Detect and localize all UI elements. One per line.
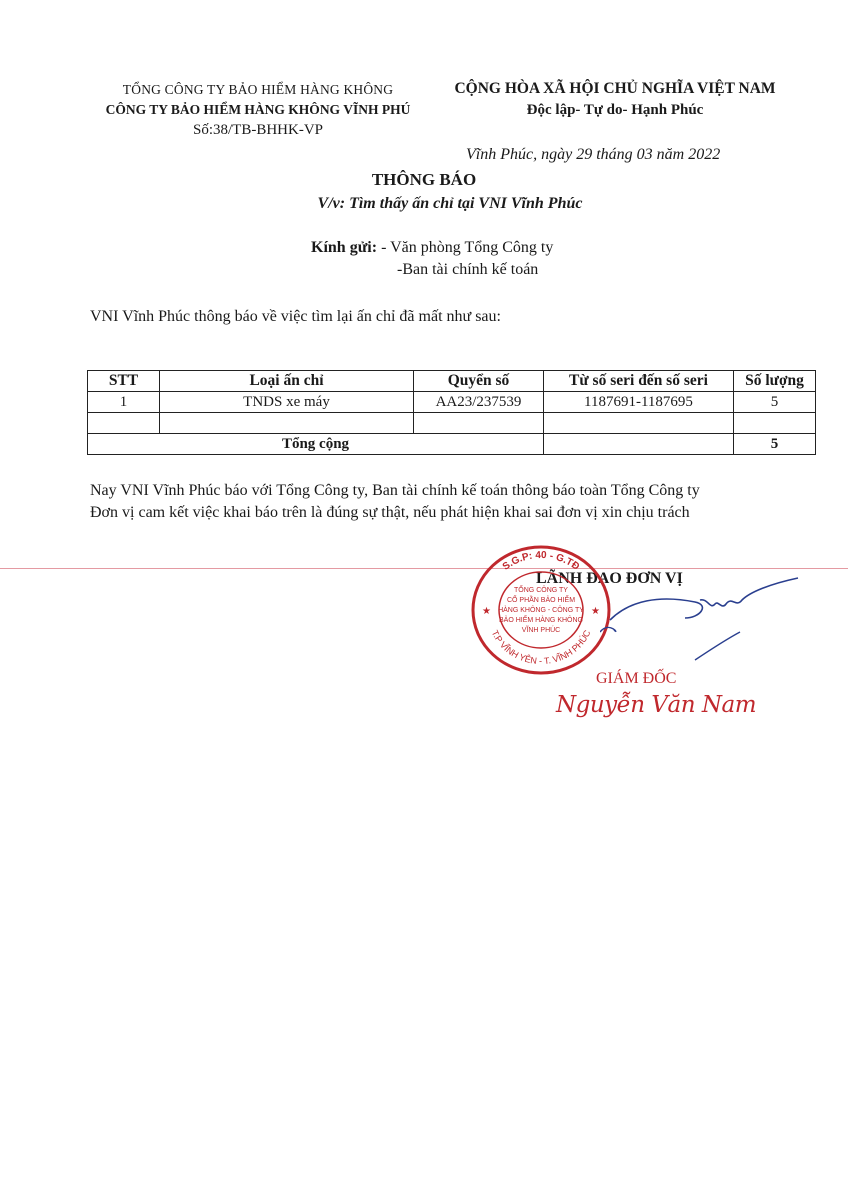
signer-position: GIÁM ĐỐC <box>596 670 677 687</box>
scan-divider-line <box>0 568 848 569</box>
table-row <box>88 392 816 413</box>
total-value: 5 <box>734 434 816 455</box>
cell-stt <box>88 413 160 434</box>
recipient-2: -Ban tài chính kế toán <box>397 261 539 278</box>
cell-type <box>160 413 414 434</box>
cell-quantity: 5 <box>734 392 816 413</box>
cell-book <box>414 413 544 434</box>
recipients-label: Kính gửi: <box>311 239 378 256</box>
total-label: Tổng cộng <box>88 434 544 455</box>
header-type: Loại ấn chỉ <box>160 371 414 392</box>
national-motto: Độc lập- Tự do- Hạnh Phúc <box>526 102 704 118</box>
seal-inner-line: TỔNG CÔNG TY <box>514 587 568 594</box>
seal-star-left: ★ <box>482 606 491 617</box>
cell-book: AA23/237539 <box>414 392 544 413</box>
document-subject: V/v: Tìm thấy ấn chỉ tại VNI Vĩnh Phúc <box>317 195 583 212</box>
cell-serial-range <box>544 413 734 434</box>
company-seal <box>468 540 614 676</box>
recipients-line-1 <box>311 239 553 257</box>
header-stt: STT <box>88 371 160 392</box>
parent-organization: TỔNG CÔNG TY BẢO HIỂM HÀNG KHÔNG <box>122 82 394 97</box>
header-book: Quyển số <box>414 371 544 392</box>
signature-heading: LÃNH ĐẠO ĐƠN VỊ <box>536 570 683 587</box>
recipient-1: - Văn phòng Tổng Công ty <box>377 239 554 256</box>
document-table <box>87 370 816 455</box>
seal-inner-line: CỔ PHẦN BẢO HIỂM <box>506 597 576 604</box>
national-header <box>428 80 802 119</box>
total-spacer <box>544 434 734 455</box>
header-serial-range: Từ số seri đến số seri <box>544 371 734 392</box>
date-line: Vĩnh Phúc, ngày 29 tháng 03 năm 2022 <box>466 146 721 163</box>
intro-paragraph: VNI Vĩnh Phúc thông báo về việc tìm lại ấn chỉ đã mất như sau: <box>90 308 501 325</box>
cell-stt: 1 <box>88 392 160 413</box>
cell-type: TNDS xe máy <box>160 392 414 413</box>
seal-ring-text: S.G.P: 40 - G.TĐ <box>500 549 582 573</box>
cell-quantity <box>734 413 816 434</box>
handwritten-signature <box>600 570 810 670</box>
seal-inner-line: VĨNH PHÚC <box>521 627 561 634</box>
seal-ring-bottom-text: T.P VĨNH YÊN - T. VĨNH PHÚC <box>489 628 593 667</box>
cell-serial-range: 1187691-1187695 <box>544 392 734 413</box>
issuer-block <box>88 82 428 139</box>
body-paragraph-1: Nay VNI Vĩnh Phúc báo với Tổng Công ty, Ban tài chính kế toán thông báo toàn Tổng Công ty <box>90 482 700 499</box>
table-total-row <box>88 434 816 455</box>
document-title: THÔNG BÁO <box>371 170 477 189</box>
seal-inner-line: HÀNG KHÔNG - CÔNG TY <box>498 607 584 614</box>
table-header-row <box>88 371 816 392</box>
issuing-organization: CÔNG TY BẢO HIỂM HÀNG KHÔNG VĨNH PHÚ <box>105 102 411 117</box>
seal-inner-line: BẢO HIỂM HÀNG KHÔNG <box>498 617 584 624</box>
seal-star-right: ★ <box>591 606 600 617</box>
header-quantity: Số lượng <box>734 371 816 392</box>
document-number: Số:38/TB-BHHK-VP <box>192 122 323 138</box>
table-row <box>88 413 816 434</box>
nation-title: CỘNG HÒA XÃ HỘI CHỦ NGHĨA VIỆT NAM <box>454 80 776 97</box>
signer-name: Nguyễn Văn Nam <box>556 692 757 718</box>
body-paragraph-2: Đơn vị cam kết việc khai báo trên là đúng sự thật, nếu phát hiện khai sai đơn vị xin chịu trách <box>90 504 690 521</box>
